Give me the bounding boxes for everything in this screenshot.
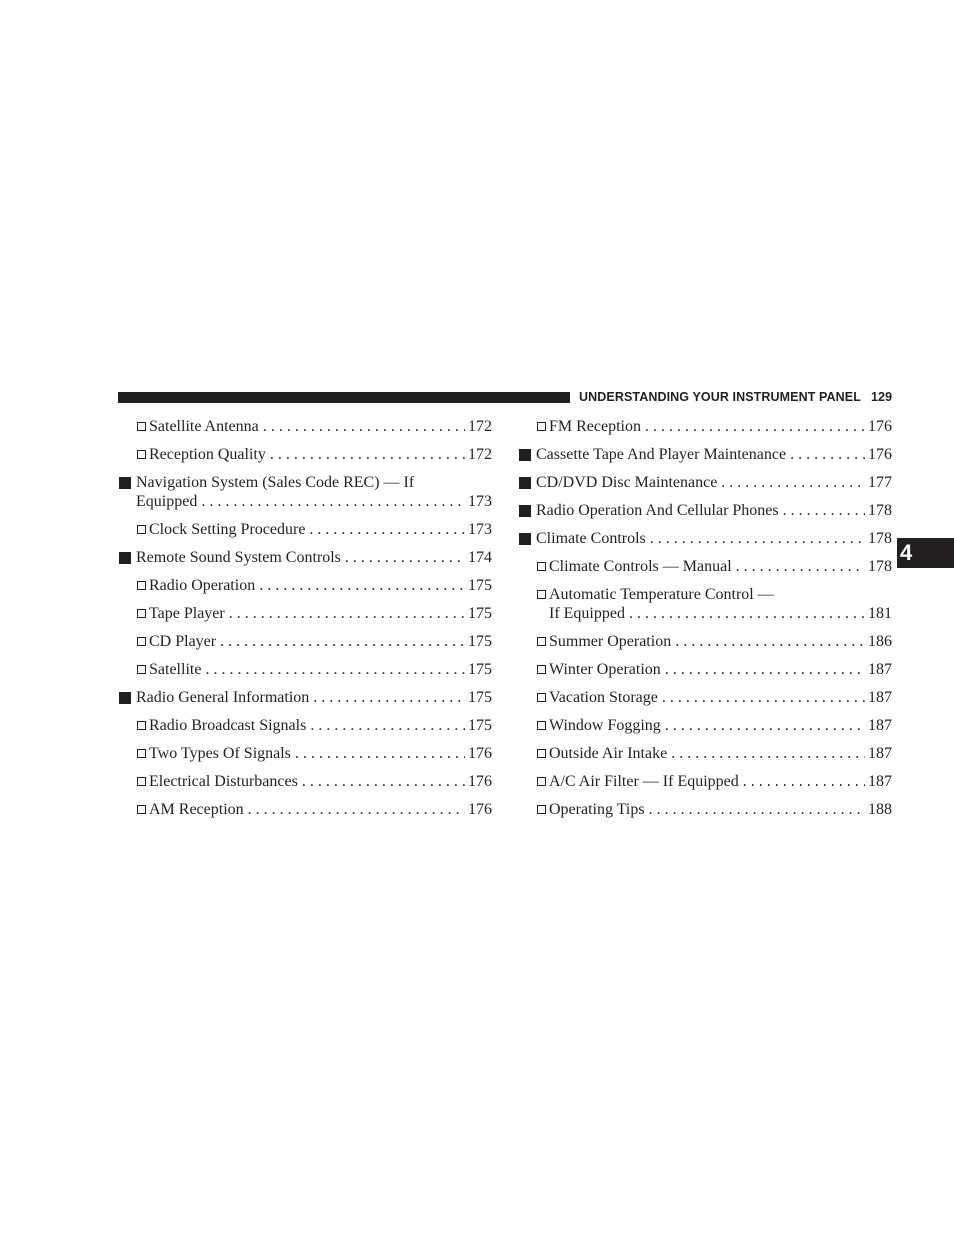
toc-entry-title: FM Reception	[549, 418, 641, 435]
open-square-bullet-icon	[137, 609, 146, 618]
dot-leader	[736, 557, 865, 576]
dot-leader	[229, 604, 465, 623]
toc-entry-title: Remote Sound System Controls	[136, 549, 341, 566]
dot-leader	[263, 417, 465, 436]
open-square-bullet-icon	[137, 749, 146, 758]
dot-leader	[671, 744, 865, 763]
toc-section-entry[interactable]	[518, 442, 892, 470]
toc-section-entry[interactable]	[118, 545, 492, 573]
toc-subsection-entry[interactable]	[118, 414, 492, 442]
toc-entry-title: Clock Setting Procedure	[149, 521, 306, 538]
toc-entry-title: Radio Operation	[149, 577, 256, 594]
toc-entry-page: 176	[868, 446, 892, 463]
dot-leader	[270, 445, 465, 464]
toc-subsection-entry[interactable]	[518, 582, 892, 629]
toc-entry-title: Radio General Information	[136, 689, 310, 706]
open-square-bullet-icon	[137, 665, 146, 674]
open-square-bullet-icon	[137, 721, 146, 730]
dot-leader	[649, 800, 865, 819]
toc-entry-page: 178	[868, 530, 892, 547]
toc-entry-title: Reception Quality	[149, 446, 266, 463]
toc-entry-page: 176	[468, 773, 492, 790]
open-square-bullet-icon	[537, 721, 546, 730]
toc-entry-page: 176	[468, 801, 492, 818]
open-square-bullet-icon	[537, 665, 546, 674]
toc-entry-page: 176	[868, 418, 892, 435]
toc-entry-title: Radio Broadcast Signals	[149, 717, 307, 734]
toc-entry-title: Radio Operation And Cellular Phones	[536, 502, 779, 519]
toc-entry-page: 187	[868, 745, 892, 762]
toc-entry-page: 172	[468, 418, 492, 435]
filled-square-bullet-icon	[519, 449, 531, 461]
open-square-bullet-icon	[137, 777, 146, 786]
chapter-tab: 4	[897, 538, 954, 568]
open-square-bullet-icon	[537, 777, 546, 786]
filled-square-bullet-icon	[119, 692, 131, 704]
toc-entry-title: Two Types Of Signals	[149, 745, 291, 762]
toc-subsection-entry[interactable]	[518, 713, 892, 741]
toc-subsection-entry[interactable]	[518, 741, 892, 769]
toc-entry-title: Tape Player	[149, 605, 225, 622]
toc-entry-page: 181	[868, 605, 892, 622]
toc-entry-page: 172	[468, 446, 492, 463]
toc-entry-page: 175	[468, 577, 492, 594]
toc-subsection-entry[interactable]	[118, 517, 492, 545]
toc-entry-title: AM Reception	[149, 801, 244, 818]
toc-entry-title: Equipped	[136, 493, 198, 510]
toc-left-column	[118, 414, 492, 825]
toc-entry-page: 175	[468, 605, 492, 622]
toc-entry-title: Vacation Storage	[549, 689, 658, 706]
toc-entry-title: Summer Operation	[549, 633, 672, 650]
toc-entry-title: CD Player	[149, 633, 217, 650]
toc-entry-title: If Equipped	[549, 605, 625, 622]
toc-subsection-entry[interactable]	[118, 713, 492, 741]
filled-square-bullet-icon	[519, 477, 531, 489]
toc-subsection-entry[interactable]	[518, 414, 892, 442]
toc-subsection-entry[interactable]	[118, 741, 492, 769]
toc-entry-page: 175	[468, 689, 492, 706]
toc-entry-title: Climate Controls — Manual	[549, 558, 732, 575]
toc-entry-page: 188	[868, 801, 892, 818]
open-square-bullet-icon	[137, 637, 146, 646]
dot-leader	[743, 772, 865, 791]
toc-subsection-entry[interactable]	[518, 769, 892, 797]
dot-leader	[302, 772, 465, 791]
running-header	[579, 390, 892, 405]
toc-entry-title: Cassette Tape And Player Maintenance	[536, 446, 787, 463]
dot-leader	[662, 688, 865, 707]
toc-subsection-entry[interactable]	[118, 797, 492, 825]
filled-square-bullet-icon	[119, 552, 131, 564]
toc-section-entry[interactable]	[518, 470, 892, 498]
toc-entry-title: Winter Operation	[549, 661, 661, 678]
toc-subsection-entry[interactable]	[118, 657, 492, 685]
toc-entry-page: 173	[468, 493, 492, 510]
toc-entry-title: Satellite Antenna	[149, 418, 259, 435]
dot-leader	[313, 688, 465, 707]
toc-subsection-entry[interactable]	[518, 629, 892, 657]
filled-square-bullet-icon	[119, 477, 131, 489]
dot-leader	[645, 417, 865, 436]
toc-entry-title: Electrical Disturbances	[149, 773, 298, 790]
dot-leader	[309, 520, 465, 539]
toc-subsection-entry[interactable]	[118, 601, 492, 629]
toc-subsection-entry[interactable]	[118, 442, 492, 470]
toc-entry-page: 187	[868, 689, 892, 706]
toc-entry-title: Window Fogging	[549, 717, 661, 734]
toc-entry-page: 174	[468, 549, 492, 566]
open-square-bullet-icon	[537, 805, 546, 814]
toc-entry-page: 177	[868, 474, 892, 491]
open-square-bullet-icon	[537, 693, 546, 702]
open-square-bullet-icon	[537, 637, 546, 646]
dot-leader	[310, 716, 465, 735]
dot-leader	[345, 548, 465, 567]
dot-leader	[665, 660, 865, 679]
toc-entry-title: Operating Tips	[549, 801, 645, 818]
toc-subsection-entry[interactable]	[518, 797, 892, 825]
toc-right-column	[518, 414, 892, 825]
dot-leader	[248, 800, 465, 819]
toc-subsection-entry[interactable]	[118, 769, 492, 797]
toc-entry-title: Climate Controls	[536, 530, 646, 547]
dot-leader	[790, 445, 865, 464]
open-square-bullet-icon	[137, 450, 146, 459]
dot-leader	[295, 744, 465, 763]
filled-square-bullet-icon	[519, 505, 531, 517]
open-square-bullet-icon	[537, 749, 546, 758]
dot-leader	[665, 716, 865, 735]
toc-entry-title-line1: Automatic Temperature Control —	[549, 586, 774, 603]
toc-entry-title: Satellite	[149, 661, 202, 678]
toc-entry-title: Outside Air Intake	[549, 745, 668, 762]
toc-section-entry[interactable]	[118, 685, 492, 713]
toc-entry-page: 187	[868, 773, 892, 790]
dot-leader	[220, 632, 465, 651]
toc-entry-page: 175	[468, 661, 492, 678]
toc-entry-page: 176	[468, 745, 492, 762]
toc-entry-page: 178	[868, 558, 892, 575]
toc-section-entry[interactable]	[518, 498, 892, 526]
toc-section-entry[interactable]	[118, 470, 492, 517]
dot-leader	[675, 632, 865, 651]
toc-entry-title: A/C Air Filter — If Equipped	[549, 773, 739, 790]
open-square-bullet-icon	[537, 422, 546, 431]
open-square-bullet-icon	[137, 805, 146, 814]
dot-leader	[205, 660, 465, 679]
dot-leader	[259, 576, 465, 595]
open-square-bullet-icon	[537, 590, 546, 599]
header-rule	[118, 392, 570, 403]
toc-section-entry[interactable]	[518, 526, 892, 554]
page-number: 129	[870, 390, 893, 404]
open-square-bullet-icon	[137, 581, 146, 590]
toc-entry-page: 187	[868, 717, 892, 734]
toc-subsection-entry[interactable]	[518, 554, 892, 582]
open-square-bullet-icon	[137, 422, 146, 431]
dot-leader	[629, 604, 865, 623]
dot-leader	[783, 501, 865, 520]
toc-subsection-entry[interactable]	[518, 685, 892, 713]
open-square-bullet-icon	[537, 562, 546, 571]
toc-subsection-entry[interactable]	[518, 657, 892, 685]
dot-leader	[650, 529, 865, 548]
toc-entry-page: 175	[468, 717, 492, 734]
dot-leader	[721, 473, 865, 492]
toc-entry-page: 186	[868, 633, 892, 650]
toc-entry-page: 187	[868, 661, 892, 678]
toc-entry-title: CD/DVD Disc Maintenance	[536, 474, 718, 491]
toc-subsection-entry[interactable]	[118, 573, 492, 601]
filled-square-bullet-icon	[519, 533, 531, 545]
dot-leader	[201, 492, 465, 511]
toc-entry-page: 173	[468, 521, 492, 538]
open-square-bullet-icon	[137, 525, 146, 534]
toc-entry-title-line1: Navigation System (Sales Code REC) — If	[136, 474, 415, 491]
toc-entry-page: 175	[468, 633, 492, 650]
section-title: UNDERSTANDING YOUR INSTRUMENT PANEL	[579, 390, 861, 404]
toc-subsection-entry[interactable]	[118, 629, 492, 657]
toc-entry-page: 178	[868, 502, 892, 519]
